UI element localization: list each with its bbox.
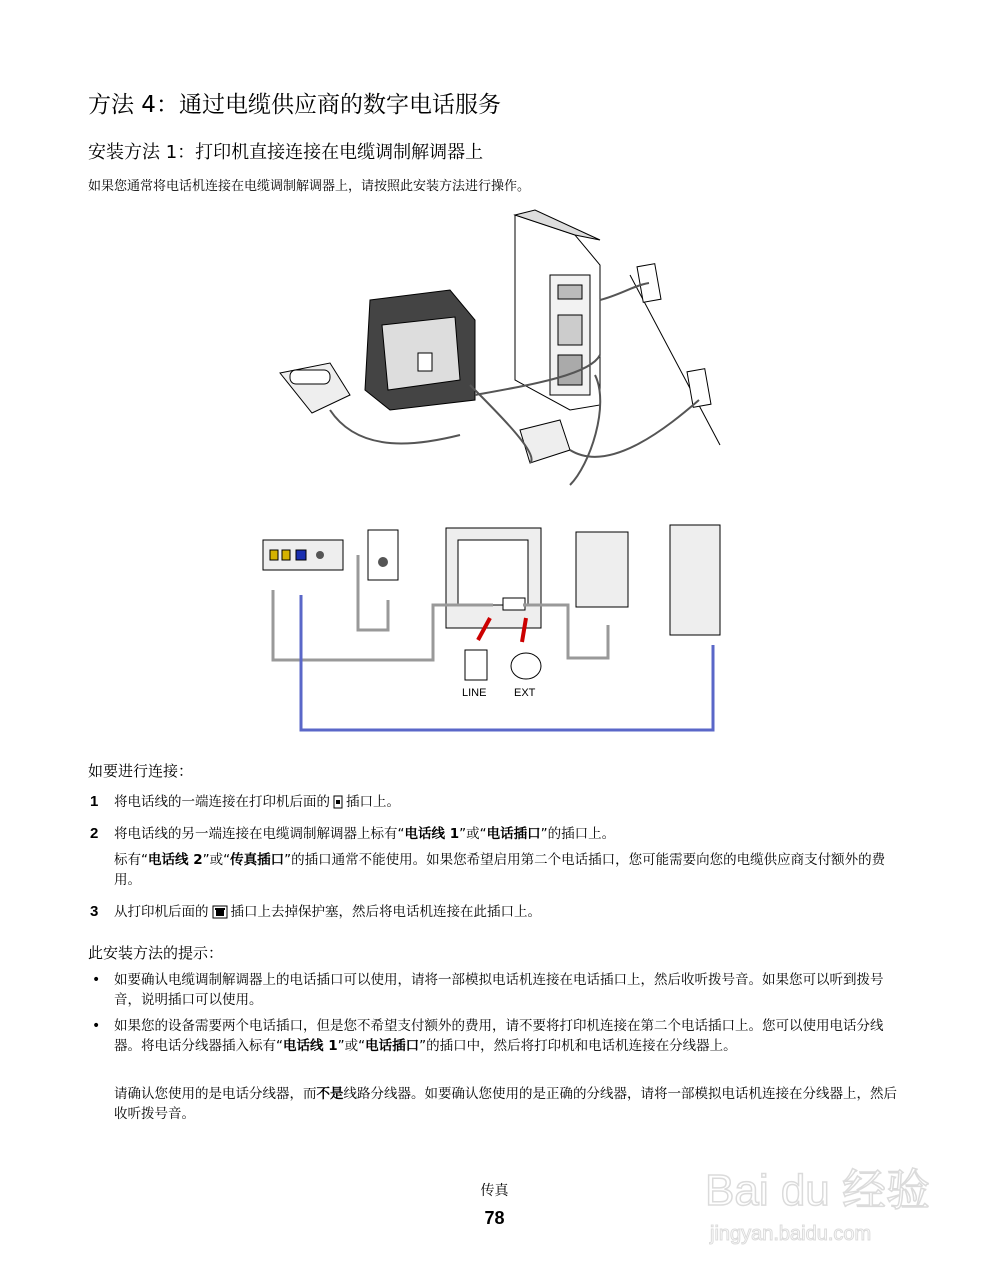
intro-text: 如果您通常将电话机连接在电缆调制解调器上，请按照此安装方法进行操作。: [88, 179, 531, 194]
svg-text:jingyan.baidu.com: jingyan.baidu.com: [710, 1223, 872, 1245]
step-number: 2: [90, 825, 99, 842]
wiring-schematic: [258, 520, 738, 740]
phone-port-icon: [212, 905, 228, 919]
connect-heading: 如要进行连接：: [88, 762, 194, 780]
bullet-icon: •: [92, 1018, 101, 1034]
ext-label: EXT: [514, 687, 536, 699]
section-title: 安装方法 1：打印机直接连接在电缆调制解调器上: [88, 142, 484, 163]
svg-text:Bai du 经验: Bai du 经验: [705, 1166, 930, 1215]
bullet-icon: •: [92, 972, 101, 988]
step-number: 1: [90, 793, 99, 810]
baidu-watermark: [700, 1140, 940, 1260]
tips-heading: 此安装方法的提示：: [88, 944, 224, 962]
page-number: 78: [484, 1208, 505, 1228]
line-port-icon: [333, 795, 343, 809]
footer-section-label: 传真: [480, 1183, 509, 1199]
page-title: 方法 4：通过电缆供应商的数字电话服务: [88, 92, 501, 118]
line-label: LINE: [462, 687, 487, 699]
tip-2-note: 请确认您使用的是电话分线器，而不是线路分线器。如要确认您使用的是正确的分线器，请将一部模拟电话机连接在分线器上，然后收听拨号音。: [114, 1086, 897, 1122]
setup-illustration: [270, 205, 730, 495]
step-2-note: 标有“电话线 2”或“传真插口”的插口通常不能使用。如果您希望启用第二个电话插口，您可能需要向您的电缆供应商支付额外的费用。: [114, 852, 886, 888]
step-number: 3: [90, 903, 99, 920]
